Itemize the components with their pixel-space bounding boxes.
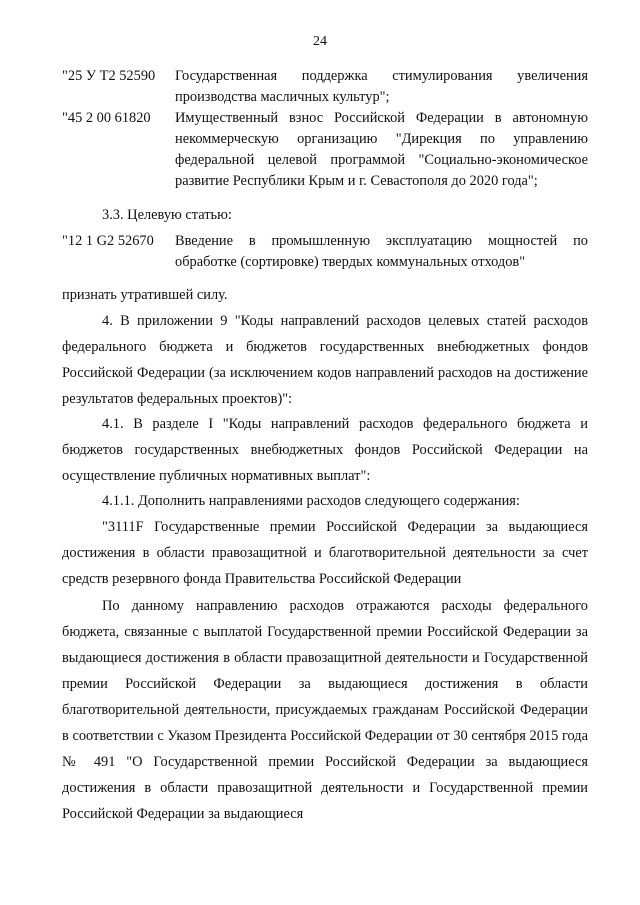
code-entry-45200061820 — [62, 108, 588, 192]
expense-code: "45 2 00 61820 — [62, 110, 151, 126]
expense-description: Введение в промышленную эксплуатацию мощностей по обработке (сортировке) твердых коммунальных отходов" — [175, 233, 588, 270]
expense-description: Государственная поддержка стимулирования увеличения производства масличных культур"; — [175, 68, 588, 105]
paragraph-code-3111F: "3111F Государственные премии Российской Федерации за выдающиеся достижения в области правозащитной и благотворительной деятельности за счет средств резервного фонда Правительства Российской Федерации — [62, 519, 588, 587]
expense-code: "25 У Т2 52590 — [62, 68, 156, 84]
expense-code: "12 1 G2 52670 — [62, 233, 154, 249]
code-entry-25UT252590 — [62, 66, 588, 108]
code-entry-121G252670 — [62, 231, 588, 273]
paragraph-explanation: По данному направлению расходов отражаются расходы федерального бюджета, связанные с выплатой Государственной премии Российской Федерации за выдающиеся достижения в области правозащитной деятельности и Государственной премии Российской Федерации за выдающиеся достижения в области благотворительной деятельности, присуждаемых гражданам Российской Федерации в соответствии с Указом Президента Российской Федерации от 30 сентября 2015 года № 491 "О Государственной премии Российской Федерации за выдающиеся достижения в области правозащитной деятельности и Государственной премии Российской Федерации за выдающиеся — [62, 598, 588, 822]
paragraph-invalidated: признать утратившей силу. — [62, 287, 228, 303]
expense-description: Имущественный взнос Российской Федерации в автономную некоммерческую организацию "Дирекция по управлению федеральной целевой программой "Социально-экономическое развитие Республики Крым и г. Севастополя до 2020 года"; — [175, 110, 588, 189]
paragraph-item-4-1-1: 4.1.1. Дополнить направлениями расходов следующего содержания: — [102, 493, 520, 509]
section-3-3-heading: 3.3. Целевую статью: — [102, 207, 232, 223]
paragraph-item-4: 4. В приложении 9 "Коды направлений расходов целевых статей расходов федерального бюджета и бюджетов государственных внебюджетных фондов Российской Федерации (за исключением кодов направлений расходов на достижение результатов федеральных проектов)": — [62, 313, 588, 407]
page-number: 24 — [313, 34, 327, 49]
paragraph-item-4-1: 4.1. В разделе I "Коды направлений расходов федерального бюджета и бюджетов государственных внебюджетных фондов Российской Федерации на осуществление публичных нормативных выплат": — [62, 416, 588, 484]
